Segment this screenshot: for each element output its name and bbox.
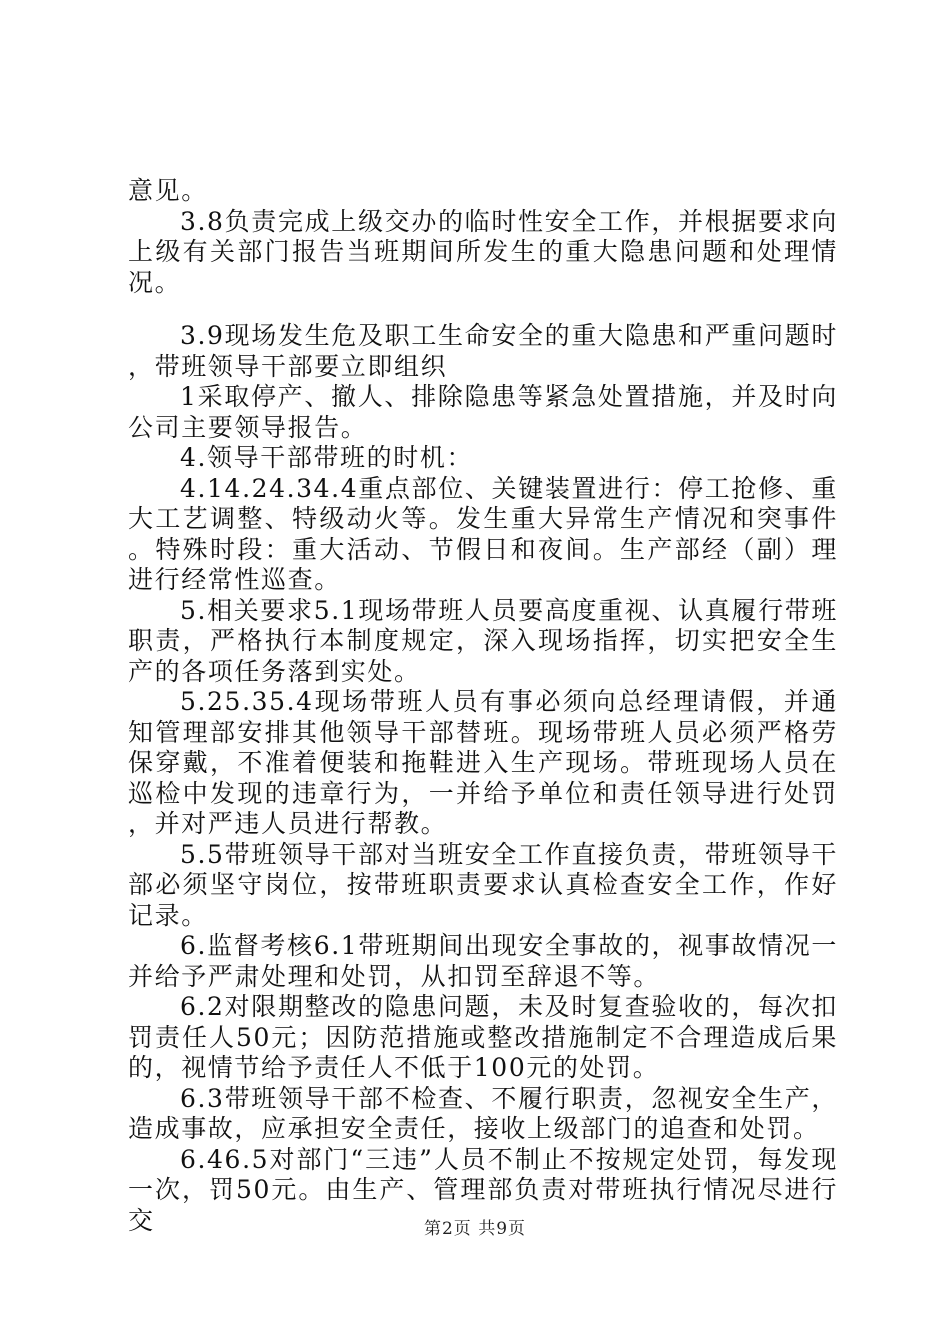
paragraph: 3.8负责完成上级交办的临时性安全工作，并根据要求向上级有关部门报告当班期间所发生的重大隐患问题和处理情况。 xyxy=(128,206,838,297)
document-body xyxy=(128,176,838,1236)
paragraph: 3.9现场发生危及职工生命安全的重大隐患和严重问题时，带班领导干部要立即组织 xyxy=(128,321,838,381)
paragraph: 6.2对限期整改的隐患问题，未及时复查验收的，每次扣罚责任人50元；因防范措施或整改措施制定不合理造成后果的，视情节给予责任人不低于100元的处罚。 xyxy=(128,992,838,1082)
paragraph: 5.相关要求5.1现场带班人员要高度重视、认真履行带班职责，严格执行本制度规定，深入现场指挥，切实把安全生产的各项任务落到实处。 xyxy=(128,595,838,686)
paragraph: 6.3带班领导干部不检查、不履行职责，忽视安全生产，造成事故，应承担安全责任，接收上级部门的追查和处罚。 xyxy=(128,1083,838,1143)
paragraph: 5.5带班领导干部对当班安全工作直接负责，带班领导干部必须坚守岗位，按带班职责要求认真检查安全工作，作好记录。 xyxy=(128,839,838,930)
paragraph: 意见。 xyxy=(128,176,208,205)
paragraph: 5.25.35.4现场带班人员有事必须向总经理请假，并通知管理部安排其他领导干部替班。现场带班人员必须严格劳保穿戴，不准着便装和拖鞋进入生产现场。带班现场人员在巡检中发现的违章行为，一并给予单位和责任领导进行处罚，并对严违人员进行帮教。 xyxy=(128,687,838,838)
page-number-footer: 第2页 共9页 xyxy=(423,1219,527,1239)
paragraph: 4.领导干部带班的时机： xyxy=(180,443,474,472)
paragraph-gap xyxy=(128,298,838,321)
paragraph: 1采取停产、撤人、排除隐患等紧急处置措施，并及时向公司主要领导报告。 xyxy=(128,382,838,442)
paragraph: 6.46.5对部门“三违”人员不制止不按规定处罚，每发现一次，罚50元。由生产、管理部负责对带班执行情况尽进行交 xyxy=(128,1144,838,1235)
paragraph: 6.监督考核6.1带班期间出现安全事故的，视事故情况一并给予严肃处理和处罚，从扣罚至辞退不等。 xyxy=(128,931,838,991)
paragraph: 4.14.24.34.4重点部位、关键装置进行：停工抢修、重大工艺调整、特级动火等。发生重大异常生产情况和突事件。特殊时段：重大活动、节假日和夜间。生产部经（副）理进行经常性巡查。 xyxy=(128,473,838,594)
